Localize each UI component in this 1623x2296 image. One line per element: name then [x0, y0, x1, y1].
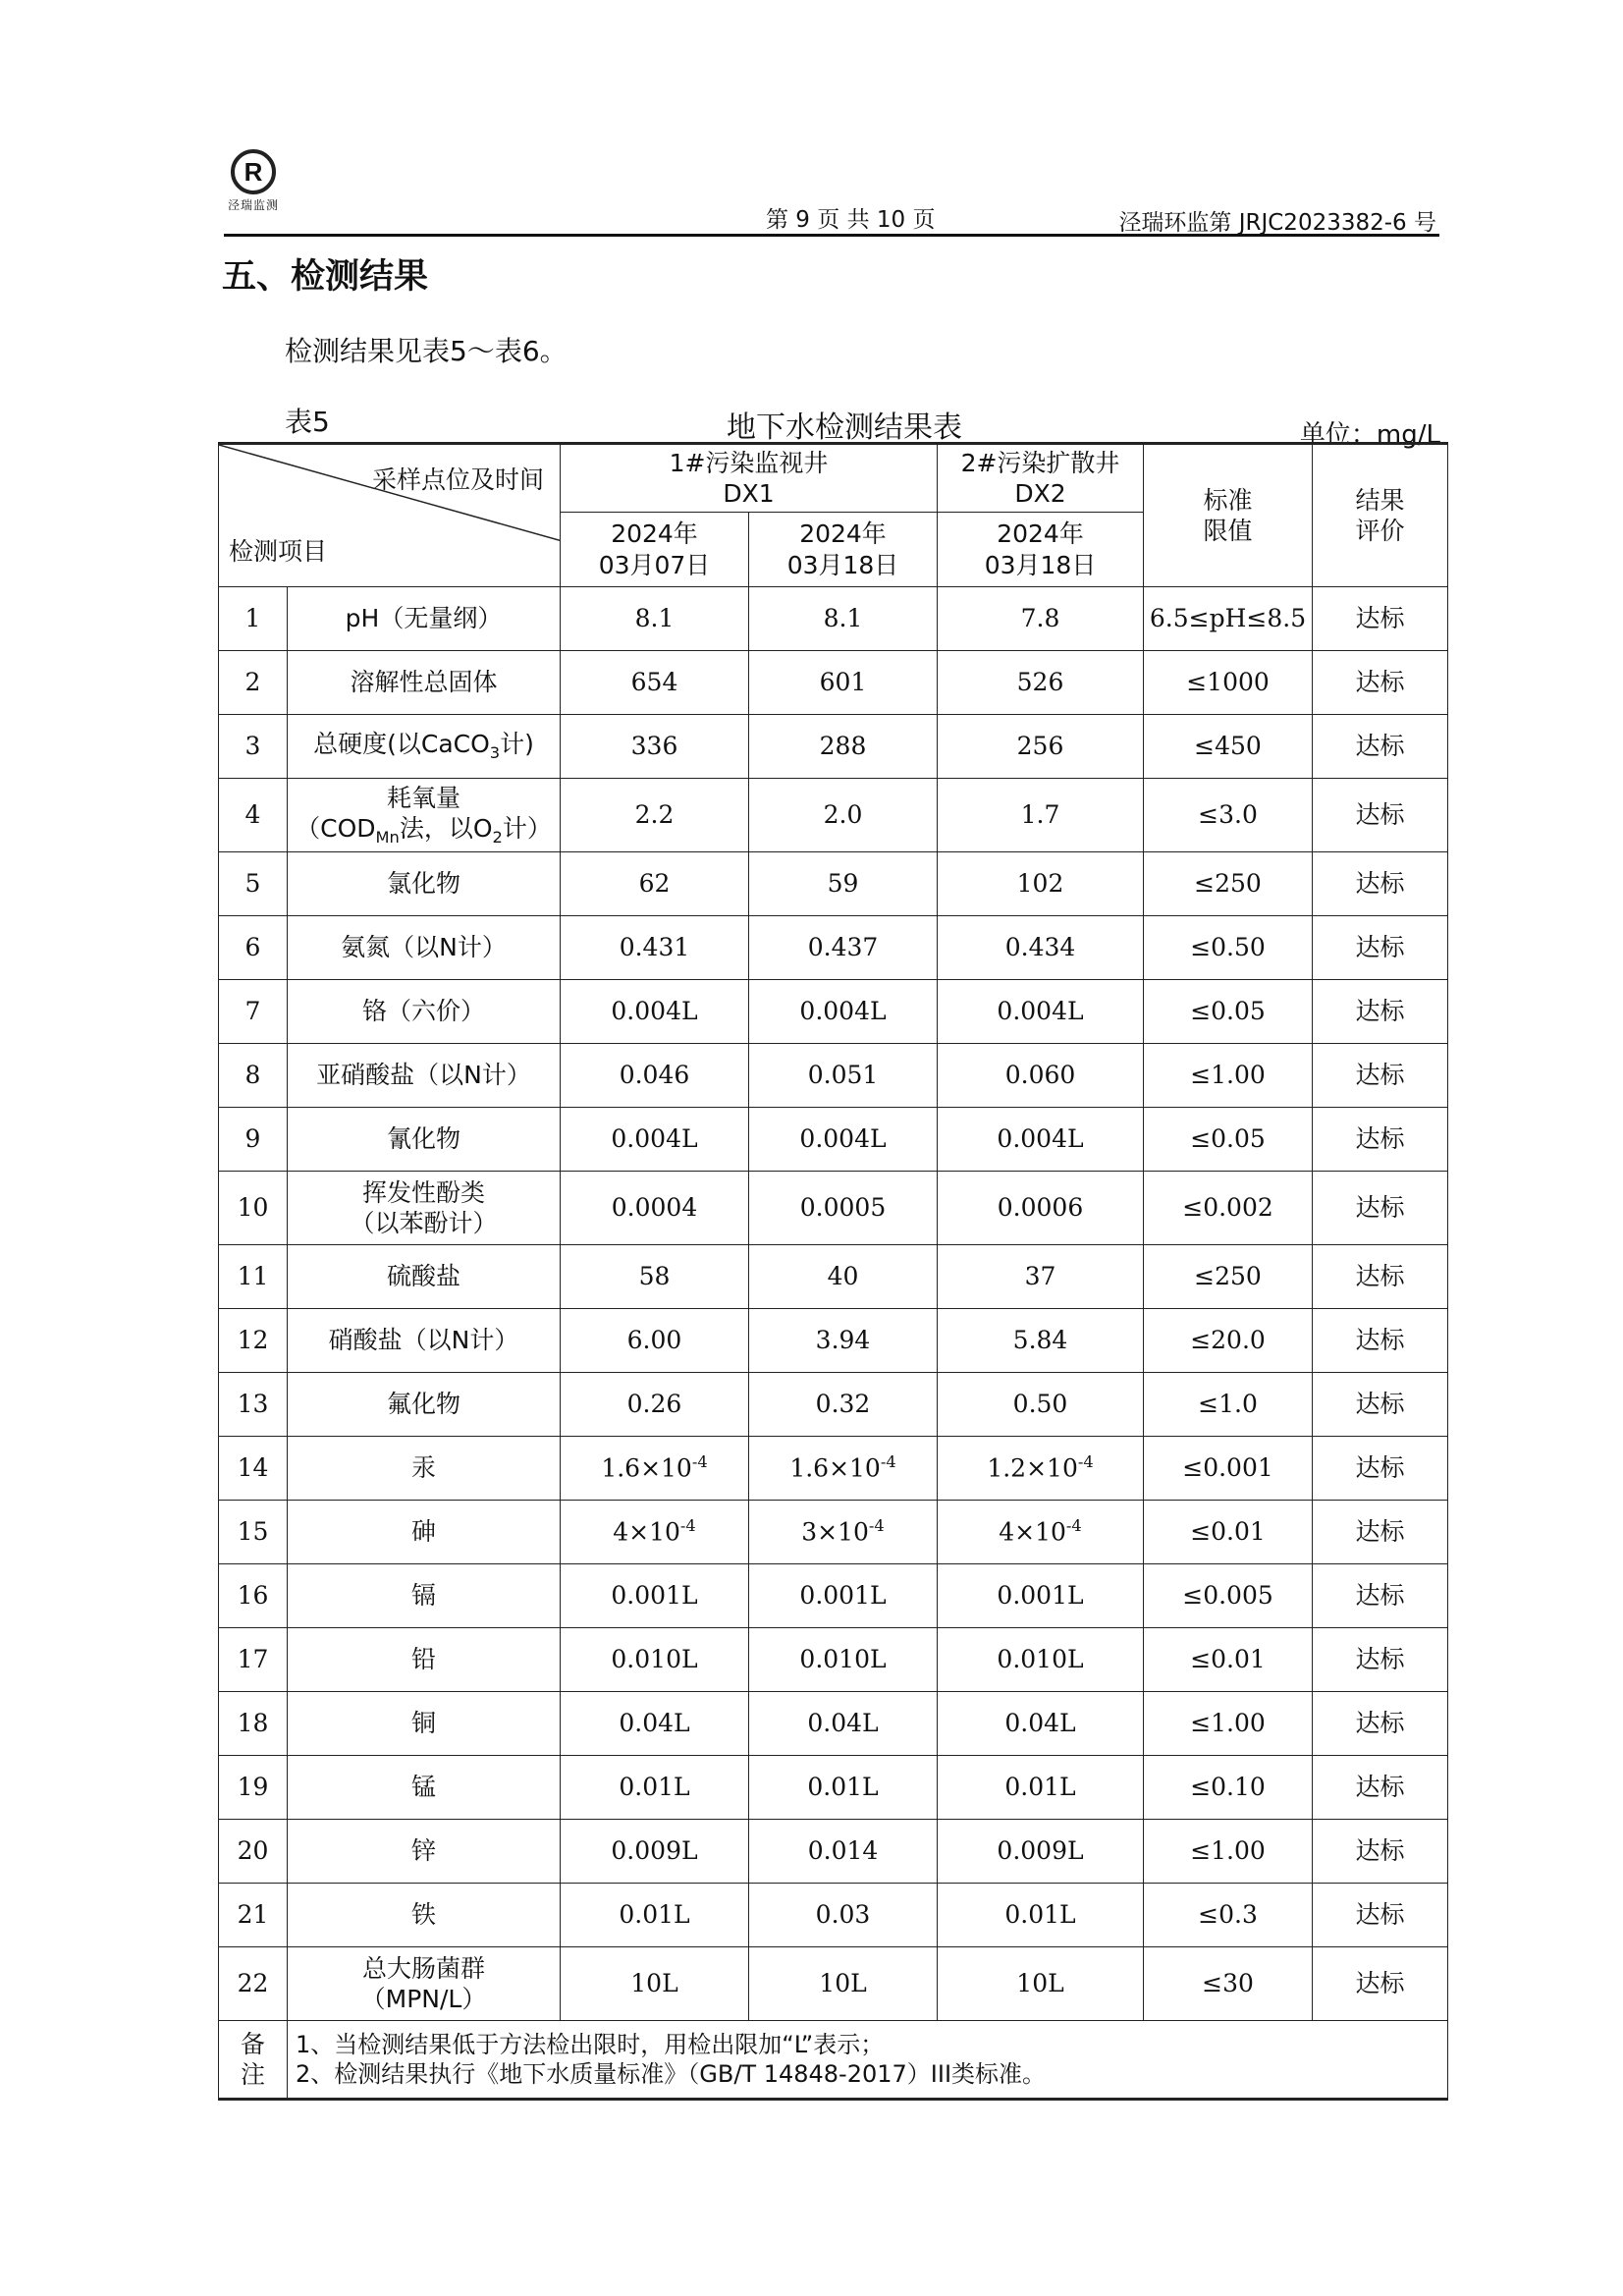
evaluation-result: 达标	[1313, 1820, 1448, 1884]
header-rule	[224, 234, 1439, 237]
date-year: 2024年	[799, 519, 887, 549]
value-dx2-0318: 102	[938, 852, 1144, 916]
date-header-2	[749, 513, 938, 587]
value-dx1-0307: 0.01L	[561, 1884, 749, 1947]
evaluation-result: 达标	[1313, 651, 1448, 715]
groundwater-results-table	[218, 442, 1448, 2101]
row-number: 21	[219, 1884, 288, 1947]
evaluation-result: 达标	[1313, 1245, 1448, 1309]
table-row	[219, 1437, 1448, 1501]
date-year: 2024年	[611, 519, 698, 549]
row-number: 4	[219, 779, 288, 852]
row-number: 17	[219, 1628, 288, 1692]
date-day: 03月18日	[984, 550, 1097, 579]
site1-name: 1#污染监视井	[669, 448, 829, 477]
row-number: 7	[219, 980, 288, 1044]
item-name: 氯化物	[288, 852, 561, 916]
value-dx1-0318: 8.1	[749, 587, 938, 651]
item-name: 亚硝酸盐（以N计）	[288, 1044, 561, 1108]
date-header-3	[938, 513, 1144, 587]
standard-limit-header	[1144, 444, 1313, 587]
value-dx2-0318: 7.8	[938, 587, 1144, 651]
item-name-part: 总硬度(以CaCO	[313, 730, 490, 759]
table-row	[219, 1756, 1448, 1820]
corner-label-sampling: 采样点位及时间	[371, 465, 544, 494]
item-name: 铬（六价）	[288, 980, 561, 1044]
row-number: 13	[219, 1373, 288, 1437]
item-name: 溶解性总固体	[288, 651, 561, 715]
logo-text: 泾瑞监测	[227, 198, 279, 212]
value-dx1-0318: 40	[749, 1245, 938, 1309]
table-row	[219, 1108, 1448, 1172]
item-name: 锌	[288, 1820, 561, 1884]
evaluation-result: 达标	[1313, 1628, 1448, 1692]
evaluation-result: 达标	[1313, 715, 1448, 779]
value-base: 3×10	[801, 1517, 869, 1547]
row-number: 15	[219, 1501, 288, 1564]
value-dx1-0307: 58	[561, 1245, 749, 1309]
standard-limit: ≤1.00	[1144, 1820, 1313, 1884]
section-intro: 检测结果见表5～表6。	[285, 335, 568, 367]
row-number: 18	[219, 1692, 288, 1756]
site2-name: 2#污染扩散井	[960, 448, 1120, 477]
value-dx1-0318: 0.01L	[749, 1756, 938, 1820]
table-row	[219, 1172, 1448, 1245]
item-name: 硫酸盐	[288, 1245, 561, 1309]
evaluation-result: 达标	[1313, 1947, 1448, 2021]
evaluation-result: 达标	[1313, 916, 1448, 980]
notes-label-line2: 注	[240, 2060, 265, 2089]
table-row	[219, 1947, 1448, 2021]
item-name-part: 计)	[500, 730, 534, 759]
item-name-subscript: Mn	[375, 827, 400, 847]
standard-limit: ≤450	[1144, 715, 1313, 779]
date-year: 2024年	[997, 519, 1084, 549]
value-dx2-0318: 0.010L	[938, 1628, 1144, 1692]
row-number: 8	[219, 1044, 288, 1108]
item-name-line2: （以苯酚计）	[350, 1209, 498, 1237]
item-name-line1: 挥发性酚类	[361, 1177, 485, 1207]
value-dx1-0318: 2.0	[749, 779, 938, 852]
value-dx1-0318: 0.004L	[749, 1108, 938, 1172]
value-dx1-0307: 0.26	[561, 1373, 749, 1437]
table-row	[219, 1820, 1448, 1884]
value-dx1-0307: 0.0004	[561, 1172, 749, 1245]
value-dx1-0307: 2.2	[561, 779, 749, 852]
evaluation-result: 达标	[1313, 587, 1448, 651]
item-name-part: （COD	[296, 813, 376, 843]
table-row	[219, 1373, 1448, 1437]
note-line: 2、检测结果执行《地下水质量标准》（GB/T 14848-2017）III类标准。	[296, 2060, 1047, 2088]
value-dx2-0318: 0.004L	[938, 980, 1144, 1044]
section-title: 五、检测结果	[222, 257, 429, 297]
value-dx2-0318: 0.04L	[938, 1692, 1144, 1756]
evaluation-result: 达标	[1313, 1309, 1448, 1373]
value-dx2-0318	[938, 1437, 1144, 1501]
table-row	[219, 980, 1448, 1044]
value-dx2-0318: 0.01L	[938, 1756, 1144, 1820]
value-dx1-0307	[561, 1437, 749, 1501]
evaluation-header	[1313, 444, 1448, 587]
value-dx2-0318: 256	[938, 715, 1144, 779]
evaluation-header-line1: 结果	[1355, 485, 1405, 515]
row-number: 12	[219, 1309, 288, 1373]
standard-limit: ≤0.3	[1144, 1884, 1313, 1947]
standard-limit: ≤0.05	[1144, 1108, 1313, 1172]
value-dx1-0307: 8.1	[561, 587, 749, 651]
value-dx2-0318: 0.434	[938, 916, 1144, 980]
value-dx2-0318: 0.009L	[938, 1820, 1144, 1884]
value-dx1-0318: 0.014	[749, 1820, 938, 1884]
row-number: 11	[219, 1245, 288, 1309]
value-dx1-0307: 6.00	[561, 1309, 749, 1373]
item-name	[288, 1172, 561, 1245]
logo-emblem-icon: R	[231, 149, 276, 194]
site1-code: DX1	[723, 479, 775, 508]
item-name	[288, 779, 561, 852]
value-dx2-0318: 37	[938, 1245, 1144, 1309]
value-dx2-0318	[938, 1501, 1144, 1564]
value-dx1-0318: 601	[749, 651, 938, 715]
item-name: 铜	[288, 1692, 561, 1756]
value-dx1-0318: 0.04L	[749, 1692, 938, 1756]
value-base: 1.6×10	[601, 1453, 692, 1483]
value-base: 4×10	[613, 1517, 680, 1547]
table-corner-header	[219, 444, 561, 587]
evaluation-result: 达标	[1313, 980, 1448, 1044]
value-dx2-0318: 0.004L	[938, 1108, 1144, 1172]
date-header-1	[561, 513, 749, 587]
value-dx2-0318: 0.0006	[938, 1172, 1144, 1245]
item-name: 氟化物	[288, 1373, 561, 1437]
standard-limit: 6.5≤pH≤8.5	[1144, 587, 1313, 651]
value-dx1-0307: 0.004L	[561, 980, 749, 1044]
standard-limit: ≤1.00	[1144, 1692, 1313, 1756]
value-base: 1.6×10	[789, 1453, 881, 1483]
value-dx1-0318: 0.004L	[749, 980, 938, 1044]
value-base: 1.2×10	[987, 1453, 1078, 1483]
site1-header	[561, 444, 938, 513]
item-name: 锰	[288, 1756, 561, 1820]
value-dx1-0318: 0.051	[749, 1044, 938, 1108]
date-day: 03月07日	[598, 550, 711, 579]
value-dx1-0318: 0.010L	[749, 1628, 938, 1692]
evaluation-header-line2: 评价	[1355, 517, 1405, 545]
table-row	[219, 587, 1448, 651]
value-dx1-0307: 10L	[561, 1947, 749, 2021]
item-name: 氨氮（以N计）	[288, 916, 561, 980]
row-number: 1	[219, 587, 288, 651]
page-info: 第 9 页 共 10 页	[766, 207, 936, 233]
value-exponent: -4	[1065, 1516, 1082, 1536]
value-exponent: -4	[1077, 1452, 1094, 1472]
standard-limit: ≤0.005	[1144, 1564, 1313, 1628]
value-dx2-0318: 5.84	[938, 1309, 1144, 1373]
item-name-subscript: 2	[492, 827, 503, 847]
table-row	[219, 715, 1448, 779]
value-dx1-0307: 0.01L	[561, 1756, 749, 1820]
item-name: 砷	[288, 1501, 561, 1564]
value-dx2-0318: 10L	[938, 1947, 1144, 2021]
value-dx1-0318: 3.94	[749, 1309, 938, 1373]
value-exponent: -4	[880, 1452, 896, 1472]
value-dx1-0307: 62	[561, 852, 749, 916]
item-name	[288, 1947, 561, 2021]
value-dx1-0318: 0.437	[749, 916, 938, 980]
value-dx1-0318	[749, 1501, 938, 1564]
value-dx1-0307	[561, 1501, 749, 1564]
value-dx1-0318: 0.001L	[749, 1564, 938, 1628]
row-number: 5	[219, 852, 288, 916]
item-name-part: 计）	[502, 813, 552, 843]
notes-content	[288, 2021, 1448, 2100]
standard-limit: ≤0.01	[1144, 1501, 1313, 1564]
item-name: 氰化物	[288, 1108, 561, 1172]
standard-limit: ≤0.01	[1144, 1628, 1313, 1692]
table-row	[219, 1884, 1448, 1947]
value-dx1-0318: 288	[749, 715, 938, 779]
value-dx1-0307: 0.004L	[561, 1108, 749, 1172]
value-dx2-0318: 0.50	[938, 1373, 1144, 1437]
standard-header-line2: 限值	[1203, 517, 1253, 545]
value-dx2-0318: 0.060	[938, 1044, 1144, 1108]
value-dx1-0318	[749, 1437, 938, 1501]
row-number: 20	[219, 1820, 288, 1884]
value-exponent: -4	[679, 1516, 696, 1536]
item-name-line2	[288, 813, 560, 847]
standard-limit: ≤20.0	[1144, 1309, 1313, 1373]
item-name: 铅	[288, 1628, 561, 1692]
row-number: 16	[219, 1564, 288, 1628]
value-dx1-0307: 0.046	[561, 1044, 749, 1108]
standard-limit: ≤1.00	[1144, 1044, 1313, 1108]
value-exponent: -4	[868, 1516, 885, 1536]
value-dx1-0318: 0.0005	[749, 1172, 938, 1245]
evaluation-result: 达标	[1313, 1501, 1448, 1564]
value-dx1-0307: 0.431	[561, 916, 749, 980]
table-row	[219, 1628, 1448, 1692]
table-row	[219, 1309, 1448, 1373]
notes-label	[219, 2021, 288, 2100]
table-row	[219, 1044, 1448, 1108]
value-dx1-0307: 0.009L	[561, 1820, 749, 1884]
notes-row	[219, 2021, 1448, 2100]
corner-label-items: 检测项目	[229, 536, 328, 566]
evaluation-result: 达标	[1313, 1437, 1448, 1501]
table-row	[219, 916, 1448, 980]
table-row	[219, 1564, 1448, 1628]
item-name: 铁	[288, 1884, 561, 1947]
standard-limit: ≤30	[1144, 1947, 1313, 2021]
table-row	[219, 651, 1448, 715]
table-title: 地下水检测结果表	[727, 410, 962, 445]
row-number: 6	[219, 916, 288, 980]
item-name: 汞	[288, 1437, 561, 1501]
table-row	[219, 1501, 1448, 1564]
row-number: 2	[219, 651, 288, 715]
value-dx2-0318: 1.7	[938, 779, 1144, 852]
standard-limit: ≤3.0	[1144, 779, 1313, 852]
value-dx2-0318: 0.001L	[938, 1564, 1144, 1628]
evaluation-result: 达标	[1313, 1108, 1448, 1172]
standard-limit: ≤0.05	[1144, 980, 1313, 1044]
item-name: 镉	[288, 1564, 561, 1628]
standard-limit: ≤1000	[1144, 651, 1313, 715]
row-number: 19	[219, 1756, 288, 1820]
item-name	[288, 715, 561, 779]
value-dx1-0307: 0.010L	[561, 1628, 749, 1692]
value-dx2-0318: 0.01L	[938, 1884, 1144, 1947]
row-number: 9	[219, 1108, 288, 1172]
value-base: 4×10	[999, 1517, 1066, 1547]
evaluation-result: 达标	[1313, 1884, 1448, 1947]
table-row	[219, 852, 1448, 916]
note-line: 1、当检测结果低于方法检出限时，用检出限加“L”表示；	[296, 2031, 885, 2058]
value-dx1-0307: 336	[561, 715, 749, 779]
row-number: 10	[219, 1172, 288, 1245]
evaluation-result: 达标	[1313, 1756, 1448, 1820]
value-dx1-0307: 654	[561, 651, 749, 715]
table-row	[219, 779, 1448, 852]
evaluation-result: 达标	[1313, 1172, 1448, 1245]
value-dx1-0318: 0.03	[749, 1884, 938, 1947]
evaluation-result: 达标	[1313, 779, 1448, 852]
item-name-line1: 总大肠菌群	[361, 1953, 485, 1983]
standard-limit: ≤250	[1144, 852, 1313, 916]
row-number: 3	[219, 715, 288, 779]
value-dx1-0307: 0.001L	[561, 1564, 749, 1628]
site2-code: DX2	[1014, 479, 1066, 508]
standard-header-line1: 标准	[1203, 485, 1253, 515]
item-name: 硝酸盐（以N计）	[288, 1309, 561, 1373]
evaluation-result: 达标	[1313, 1044, 1448, 1108]
row-number: 14	[219, 1437, 288, 1501]
table-number: 表5	[285, 406, 330, 438]
evaluation-result: 达标	[1313, 1564, 1448, 1628]
standard-limit: ≤0.10	[1144, 1756, 1313, 1820]
value-exponent: -4	[691, 1452, 708, 1472]
value-dx2-0318: 526	[938, 651, 1144, 715]
evaluation-result: 达标	[1313, 1373, 1448, 1437]
company-logo	[224, 149, 283, 218]
report-code: 泾瑞环监第 JRJC2023382-6 号	[1118, 210, 1436, 236]
evaluation-result: 达标	[1313, 1692, 1448, 1756]
item-name-subscript: 3	[489, 743, 501, 763]
item-name-part: 法，以O	[399, 813, 493, 843]
row-number: 22	[219, 1947, 288, 2021]
standard-limit: ≤0.001	[1144, 1437, 1313, 1501]
item-name: pH（无量纲）	[288, 587, 561, 651]
item-name-line2: （MPN/L）	[360, 1985, 487, 2013]
standard-limit: ≤1.0	[1144, 1373, 1313, 1437]
site2-header	[938, 444, 1144, 513]
value-dx1-0307: 0.04L	[561, 1692, 749, 1756]
item-name-line1: 耗氧量	[386, 783, 460, 812]
date-day: 03月18日	[786, 550, 899, 579]
standard-limit: ≤0.002	[1144, 1172, 1313, 1245]
notes-label-line1: 备	[240, 2029, 265, 2058]
standard-limit: ≤250	[1144, 1245, 1313, 1309]
standard-limit: ≤0.50	[1144, 916, 1313, 980]
value-dx1-0318: 59	[749, 852, 938, 916]
table-row	[219, 1245, 1448, 1309]
value-dx1-0318: 0.32	[749, 1373, 938, 1437]
table-unit: 单位：mg/L	[1299, 420, 1440, 450]
evaluation-result: 达标	[1313, 852, 1448, 916]
value-dx1-0318: 10L	[749, 1947, 938, 2021]
table-row	[219, 1692, 1448, 1756]
